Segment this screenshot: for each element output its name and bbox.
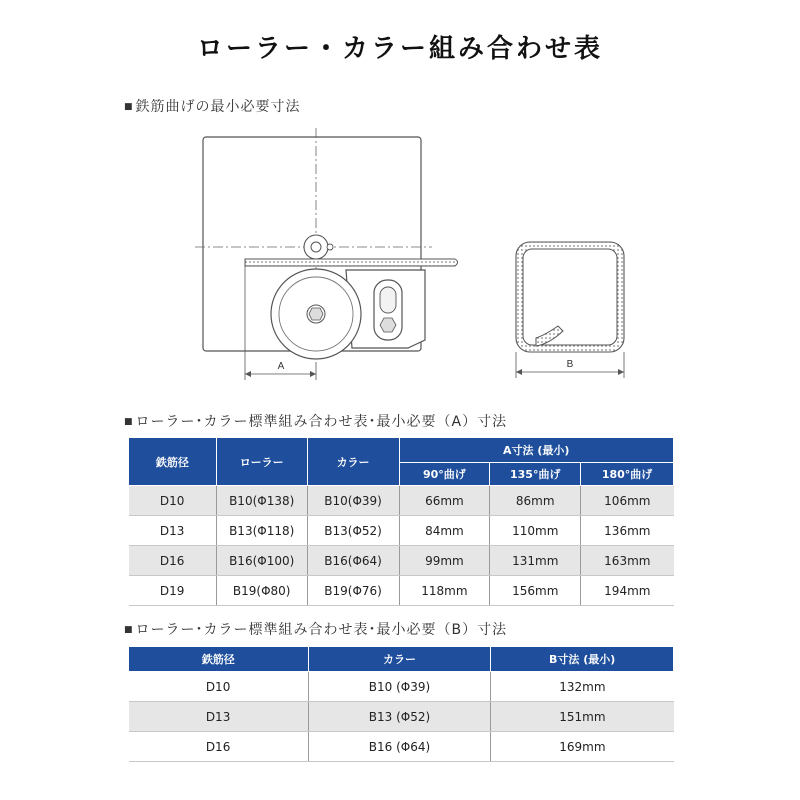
cell-bar: D16 (129, 546, 217, 576)
cell-collar: B10(Φ39) (307, 486, 399, 516)
roller-bolt (309, 308, 323, 320)
square-bullet-icon: ■ (124, 625, 134, 635)
cell-collar: B16(Φ64) (307, 546, 399, 576)
table-b (128, 646, 674, 762)
cell-bar: D16 (129, 732, 309, 762)
cell-bar: D10 (129, 672, 309, 702)
cell-90: 118mm (399, 576, 490, 606)
cell-90: 99mm (399, 546, 490, 576)
table-a-heading (124, 411, 507, 431)
cell-b: 151mm (491, 702, 674, 732)
cell-bar: D13 (129, 516, 217, 546)
adjuster-slot (380, 287, 396, 313)
table-a (128, 437, 674, 606)
header-bar-diameter: 鉄筋径 (129, 647, 309, 672)
square-rebar-inner (523, 249, 617, 345)
square-bullet-icon: ■ (124, 417, 134, 427)
table-b-heading (124, 619, 507, 639)
cell-roller: B16(Φ100) (216, 546, 307, 576)
cell-b: 132mm (491, 672, 674, 702)
header-collar: カラー (307, 438, 399, 486)
cell-135: 86mm (490, 486, 581, 516)
adjuster-nut (380, 318, 396, 332)
cell-135: 110mm (490, 516, 581, 546)
header-bend-90: 90°曲げ (399, 463, 490, 486)
cell-90: 66mm (399, 486, 490, 516)
table-row (129, 516, 674, 546)
cell-collar: B19(Φ76) (307, 576, 399, 606)
cell-90: 84mm (399, 516, 490, 546)
dimension-a-label: A (277, 361, 285, 372)
table-row (129, 672, 674, 702)
header-a-dimension: A寸法 (最小) (399, 438, 674, 463)
cell-roller: B13(Φ118) (216, 516, 307, 546)
cell-135: 131mm (490, 546, 581, 576)
header-bend-135: 135°曲げ (490, 463, 581, 486)
header-b-dimension: B寸法 (最小) (491, 647, 674, 672)
cell-roller: B10(Φ138) (216, 486, 307, 516)
table-row (129, 576, 674, 606)
table-a-heading-text: ローラー･カラー標準組み合わせ表･最小必要（A）寸法 (135, 414, 508, 430)
diagram-heading-text: 鉄筋曲げの最小必要寸法 (135, 99, 301, 115)
cell-135: 156mm (490, 576, 581, 606)
table-row (129, 486, 674, 516)
square-bullet-icon: ■ (124, 102, 134, 112)
cell-180: 106mm (581, 486, 674, 516)
dimension-b-label: B (566, 359, 574, 370)
cell-collar: B16 (Φ64) (308, 732, 491, 762)
header-bar-diameter: 鉄筋径 (129, 438, 217, 486)
table-b-heading-text: ローラー･カラー標準組み合わせ表･最小必要（B）寸法 (135, 622, 508, 638)
header-bend-180: 180°曲げ (581, 463, 674, 486)
cell-180: 163mm (581, 546, 674, 576)
cell-collar: B10 (Φ39) (308, 672, 491, 702)
table-row (129, 546, 674, 576)
table-row (129, 702, 674, 732)
cell-bar: D13 (129, 702, 309, 732)
cell-roller: B19(Φ80) (216, 576, 307, 606)
cell-collar: B13(Φ52) (307, 516, 399, 546)
cell-180: 136mm (581, 516, 674, 546)
header-collar: カラー (308, 647, 491, 672)
cell-b: 169mm (491, 732, 674, 762)
cell-bar: D19 (129, 576, 217, 606)
table-row (129, 732, 674, 762)
cell-collar: B13 (Φ52) (308, 702, 491, 732)
rebar-straight (245, 259, 458, 266)
header-roller: ローラー (216, 438, 307, 486)
collar-pin-small (327, 244, 333, 250)
cell-bar: D10 (129, 486, 217, 516)
page-title: ローラー・カラー組み合わせ表 (196, 34, 603, 64)
cell-180: 194mm (581, 576, 674, 606)
collar-pin-inner (311, 242, 321, 252)
